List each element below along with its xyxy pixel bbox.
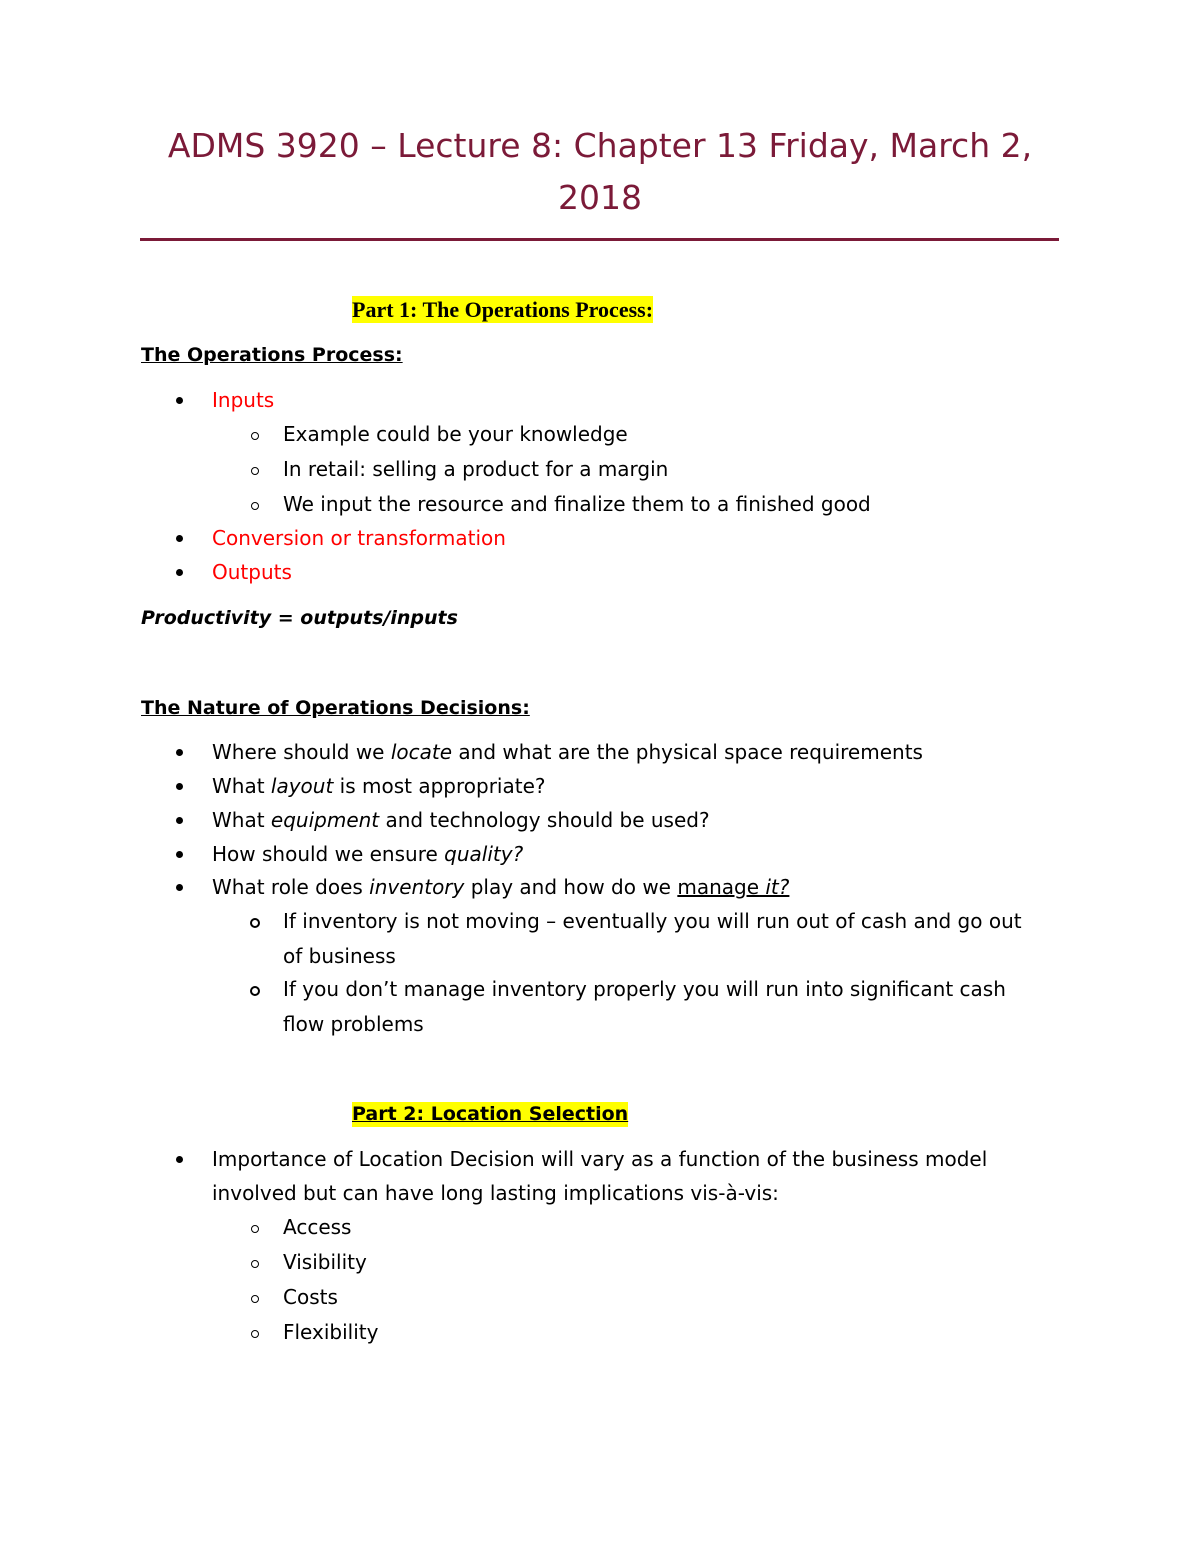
decision-item-quality: [212, 842, 523, 866]
decision-item-equipment: [212, 808, 710, 832]
sub-item-flexibility: Flexibility: [283, 1320, 379, 1344]
operations-decisions-heading: The Nature of Operations Decisions:: [141, 697, 530, 719]
text-span: is most appropriate?: [333, 774, 546, 798]
list-item-outputs: Outputs: [212, 560, 292, 584]
emphasis: equipment: [270, 808, 380, 832]
text-span: What: [212, 774, 271, 798]
bullet-icon: [176, 817, 183, 824]
underlined-emphasis: it?: [759, 875, 790, 899]
part2-title: Part 2: Location Selection: [352, 1103, 629, 1125]
productivity-formula: Productivity = outputs/inputs: [141, 607, 458, 629]
sub-item-access: Access: [283, 1215, 352, 1239]
bullet-icon: [176, 783, 183, 790]
text-span: What role does: [212, 875, 370, 899]
bullet-icon: [176, 884, 183, 891]
text-span: What: [212, 808, 271, 832]
bullet-icon: [176, 1156, 183, 1163]
title-rule: [140, 238, 1059, 241]
underlined-text: manage: [677, 875, 760, 899]
text-span: How should we ensure: [212, 842, 445, 866]
bullet-icon: [176, 749, 183, 756]
sub-item-line: flow problems: [283, 1012, 424, 1036]
text-span: play and how do we: [464, 875, 678, 899]
sub-item-visibility: Visibility: [283, 1250, 367, 1274]
location-item-line: involved but can have long lasting implications vis-à-vis:: [212, 1181, 779, 1205]
text-span: and what are the physical space requirements: [452, 740, 923, 764]
circle-bullet-icon: [251, 502, 259, 510]
decision-item-inventory: [212, 875, 789, 899]
emphasis: inventory: [369, 875, 465, 899]
circle-bullet-icon: [251, 1260, 259, 1268]
circle-bullet-icon: [251, 1225, 259, 1233]
circle-bullet-icon: [251, 467, 259, 475]
circle-bullet-icon: [250, 986, 260, 996]
sub-item: In retail: selling a product for a margin: [283, 457, 669, 481]
circle-bullet-icon: [250, 918, 260, 928]
list-item-conversion: Conversion or transformation: [212, 526, 506, 550]
circle-bullet-icon: [251, 432, 259, 440]
sub-item-line: If you don’t manage inventory properly you will run into significant cash: [283, 977, 1006, 1001]
text-span: and technology should be used?: [379, 808, 710, 832]
sub-item-costs: Costs: [283, 1285, 338, 1309]
circle-bullet-icon: [251, 1330, 259, 1338]
bullet-icon: [176, 535, 183, 542]
document-title: ADMS 3920 – Lecture 8: Chapter 13 Friday, March 2, 2018: [167, 126, 1033, 217]
text-span: Where should we: [212, 740, 391, 764]
bullet-icon: [176, 397, 183, 404]
operations-process-heading: The Operations Process:: [141, 344, 403, 366]
bullet-icon: [176, 851, 183, 858]
list-item-inputs: Inputs: [212, 388, 275, 412]
sub-item: Example could be your knowledge: [283, 422, 628, 446]
sub-item-line: If inventory is not moving – eventually you will run out of cash and go out: [283, 909, 1022, 933]
location-item-line: Importance of Location Decision will vary as a function of the business model: [212, 1147, 988, 1171]
decision-item-layout: [212, 774, 546, 798]
circle-bullet-icon: [251, 1295, 259, 1303]
sub-item: We input the resource and finalize them to a finished good: [283, 492, 871, 516]
sub-item-line: of business: [283, 944, 396, 968]
decision-item-locate: [212, 740, 923, 764]
bullet-icon: [176, 569, 183, 576]
part1-title: Part 1: The Operations Process:: [352, 297, 654, 322]
emphasis: layout: [270, 774, 334, 798]
emphasis: quality?: [444, 842, 524, 866]
emphasis: locate: [390, 740, 453, 764]
